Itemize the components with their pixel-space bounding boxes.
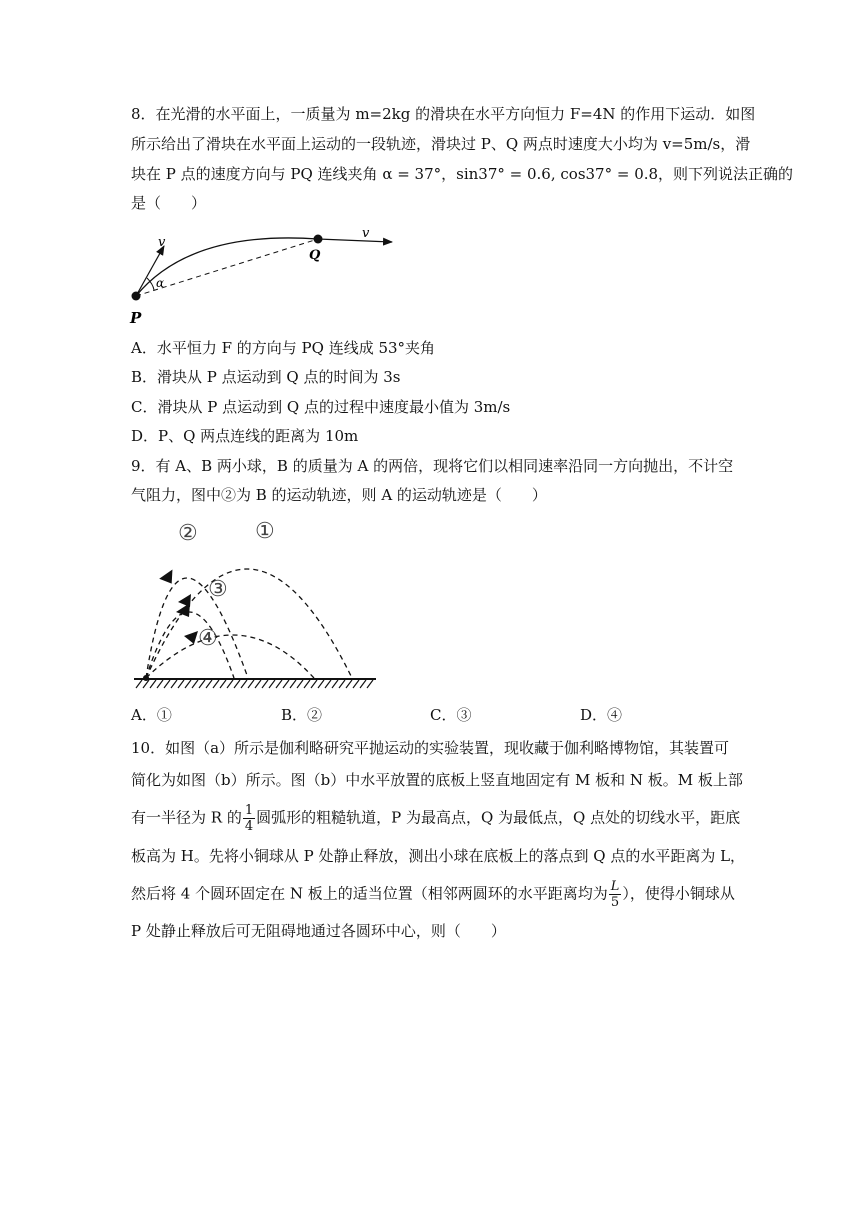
q9-line-1: 9．有 A、B 两小球，B 的质量为 A 的两倍，现将它们以相同速率沿同一方向抛出，不计空 xyxy=(131,457,734,475)
q9-label-1: ① xyxy=(255,519,275,544)
q8-line-2: 所示给出了滑块在水平面上运动的一段轨迹，滑块过 P、Q 两点时速度大小均为 v=5m/s，滑 xyxy=(131,135,751,153)
q8-line-4: 是（ ） xyxy=(131,194,207,212)
q8-angle-arc xyxy=(147,278,154,290)
q8-option-a: A．水平恒力 F 的方向与 PQ 连线成 53°夹角 xyxy=(131,339,436,357)
q8-line-3: 块在 P 点的速度方向与 PQ 连线夹角 α = 37°，sin37° = 0.6, cos37° = 0.8，则下列说法正确的 xyxy=(131,165,794,183)
q8-label-v-q: v xyxy=(362,226,370,241)
q8-label-v-p: v xyxy=(158,235,166,250)
q10-line-5-pre: 然后将 4 个圆环固定在 N 板上的适当位置（相邻两圆环的水平距离均为 xyxy=(131,884,608,903)
q8-label-alpha: α xyxy=(156,276,165,290)
q9-trajectory-1 xyxy=(146,569,352,678)
q9-trajectory-figure xyxy=(130,512,380,692)
q9-launch-point xyxy=(143,675,149,681)
q8-option-b: B．滑块从 P 点运动到 Q 点的时间为 3s xyxy=(131,368,401,386)
q9-option-b: B．② xyxy=(281,706,323,724)
q8-line-1: 8．在光滑的水平面上，一质量为 m=2kg 的滑块在水平方向恒力 F=4N 的作用下运动．如图 xyxy=(131,105,756,123)
q8-point-q xyxy=(314,235,323,244)
q8-option-d: D．P、Q 两点连线的距离为 10m xyxy=(131,427,359,445)
q9-label-4: ④ xyxy=(198,626,218,651)
q8-point-p xyxy=(132,292,141,301)
q10-fraction-quarter xyxy=(243,803,255,834)
q9-trajectory-2 xyxy=(146,578,248,678)
q8-label-p: P xyxy=(130,309,142,327)
q10-fraction-l-over-5 xyxy=(609,879,622,910)
q10-fraction-quarter-den: 4 xyxy=(244,819,254,834)
q10-line-3 xyxy=(131,803,740,834)
q10-line-5 xyxy=(131,879,735,910)
q10-fraction-l-num: L xyxy=(610,879,620,894)
q10-line-6: P 处静止释放后可无阻碍地通过各圆环中心，则（ ） xyxy=(131,922,506,940)
q10-line-5-post: ），使得小铜球从 xyxy=(622,884,735,903)
q10-line-2: 简化为如图（b）所示。图（b）中水平放置的底板上竖直地固定有 M 板和 N 板。M 板上部 xyxy=(131,771,743,789)
q8-option-c: C．滑块从 P 点运动到 Q 点的过程中速度最小值为 3m/s xyxy=(131,398,511,416)
q9-label-3: ③ xyxy=(208,577,228,602)
q9-option-a: A．① xyxy=(131,706,172,724)
q10-line-1: 10．如图（a）所示是伽利略研究平抛运动的实验装置，现收藏于伽利略博物馆，其装置可 xyxy=(131,739,730,757)
q10-fraction-quarter-num: 1 xyxy=(244,803,254,818)
q9-line-2: 气阻力，图中②为 B 的运动轨迹，则 A 的运动轨迹是（ ） xyxy=(131,486,547,504)
q9-trajectory-4 xyxy=(146,635,314,678)
q8-trajectory-figure xyxy=(120,222,410,330)
q9-option-c: C．③ xyxy=(430,706,472,724)
q10-line-3-pre: 有一半径为 R 的 xyxy=(131,808,242,827)
q10-line-3-post: 圆弧形的粗糙轨道，P 为最高点，Q 为最低点，Q 点处的切线水平，距底 xyxy=(256,808,741,827)
q10-line-4: 板高为 H。先将小铜球从 P 处静止释放，测出小球在底板上的落点到 Q 点的水平距离为 L， xyxy=(131,847,746,865)
q9-label-2: ② xyxy=(178,521,198,546)
q8-velocity-arrow-q xyxy=(318,239,392,242)
q9-ground-hatching xyxy=(136,680,373,688)
q8-label-q: Q xyxy=(309,248,321,263)
q9-option-d: D．④ xyxy=(580,706,623,724)
q10-fraction-l-den: 5 xyxy=(610,895,620,910)
